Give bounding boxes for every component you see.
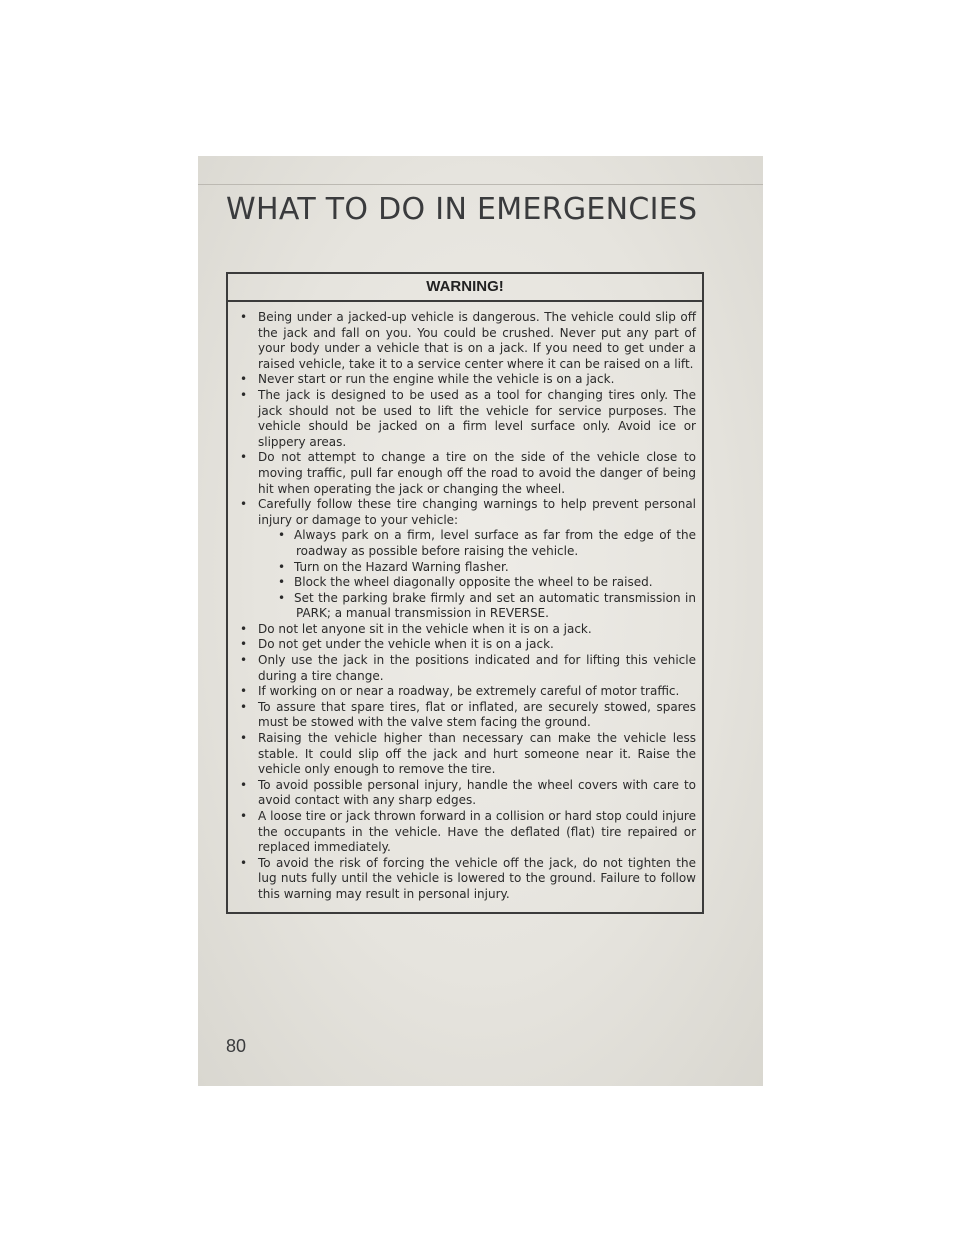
- bullet-icon: •: [278, 590, 286, 605]
- warning-subitem: [258, 591, 696, 622]
- bullet-icon: •: [278, 575, 286, 590]
- warning-item: • A loose tire or jack thrown forward in a collision or hard stop could injure the occupants in the vehicle. Have the deflated (flat) tire repaired or replaced immediately.: [238, 809, 696, 856]
- warning-subitem-text: Block the wheel diagonally opposite the wheel to be raised.: [294, 575, 653, 590]
- warning-item: • If working on or near a roadway, be extremely careful of motor traffic.: [238, 684, 696, 700]
- bullet-icon: •: [278, 528, 286, 543]
- warning-sublist: [258, 528, 696, 622]
- warning-item-with-sublist: [238, 497, 696, 622]
- warning-box: [226, 272, 704, 914]
- warning-item: • Raising the vehicle higher than necessary can make the vehicle less stable. It could slip off the jack and hurt someone near it. Raise the vehicle only enough to remove the tire.: [238, 731, 696, 778]
- warning-item: • Only use the jack in the positions indicated and for lifting this vehicle during a tire change.: [238, 653, 696, 684]
- warning-body: [228, 302, 702, 903]
- warning-item: • To assure that spare tires, flat or inflated, are securely stowed, spares must be stowed with the valve stem facing the ground.: [238, 700, 696, 731]
- warning-item: • To avoid possible personal injury, handle the wheel covers with care to avoid contact with any sharp edges.: [238, 778, 696, 809]
- warning-item: • Do not let anyone sit in the vehicle when it is on a jack.: [238, 622, 696, 638]
- warning-item: • Never start or run the engine while the vehicle is on a jack.: [238, 372, 696, 388]
- warning-item: • The jack is designed to be used as a tool for changing tires only. The jack should not be used to lift the vehicle for service purposes. The vehicle should be jacked on a firm level surface only. Avoid ice or slippery areas.: [238, 388, 696, 450]
- warning-subitem-text: Set the parking brake firmly and set an automatic transmission in PARK; a manual transmission in REVERSE.: [294, 590, 696, 621]
- warning-subitem: [258, 575, 696, 591]
- manual-page: [198, 156, 763, 1086]
- section-title: WHAT TO DO IN EMERGENCIES: [226, 192, 698, 227]
- warning-item: • Do not attempt to change a tire on the side of the vehicle close to moving traffic, pull far enough off the road to avoid the danger of being hit when operating the jack or changing the wheel.: [238, 450, 696, 497]
- warning-subitem: [258, 528, 696, 559]
- warning-subitem: [258, 560, 696, 576]
- warning-item-text: Carefully follow these tire changing warnings to help prevent personal injury or damage to your vehicle:: [258, 497, 696, 527]
- warning-subitem-text: Turn on the Hazard Warning flasher.: [294, 559, 509, 574]
- warning-list: [238, 310, 696, 903]
- page-number: 80: [226, 1036, 247, 1056]
- warning-subitem-text: Always park on a firm, level surface as far from the edge of the roadway as possible before raising the vehicle.: [294, 528, 696, 558]
- warning-item: • Being under a jacked-up vehicle is dangerous. The vehicle could slip off the jack and fall on you. You could be crushed. Never put any part of your body under a vehicle that is on a jack. If you need to get under a raised vehicle, take it to a service center where it can be raised on a lift.: [238, 310, 696, 372]
- bullet-icon: •: [278, 559, 286, 574]
- header-rule: [198, 184, 763, 185]
- warning-item: • To avoid the risk of forcing the vehicle off the jack, do not tighten the lug nuts fully until the vehicle is lowered to the ground. Failure to follow this warning may result in personal injury.: [238, 856, 696, 903]
- warning-item: • Do not get under the vehicle when it is on a jack.: [238, 637, 696, 653]
- warning-heading: WARNING!: [228, 274, 702, 302]
